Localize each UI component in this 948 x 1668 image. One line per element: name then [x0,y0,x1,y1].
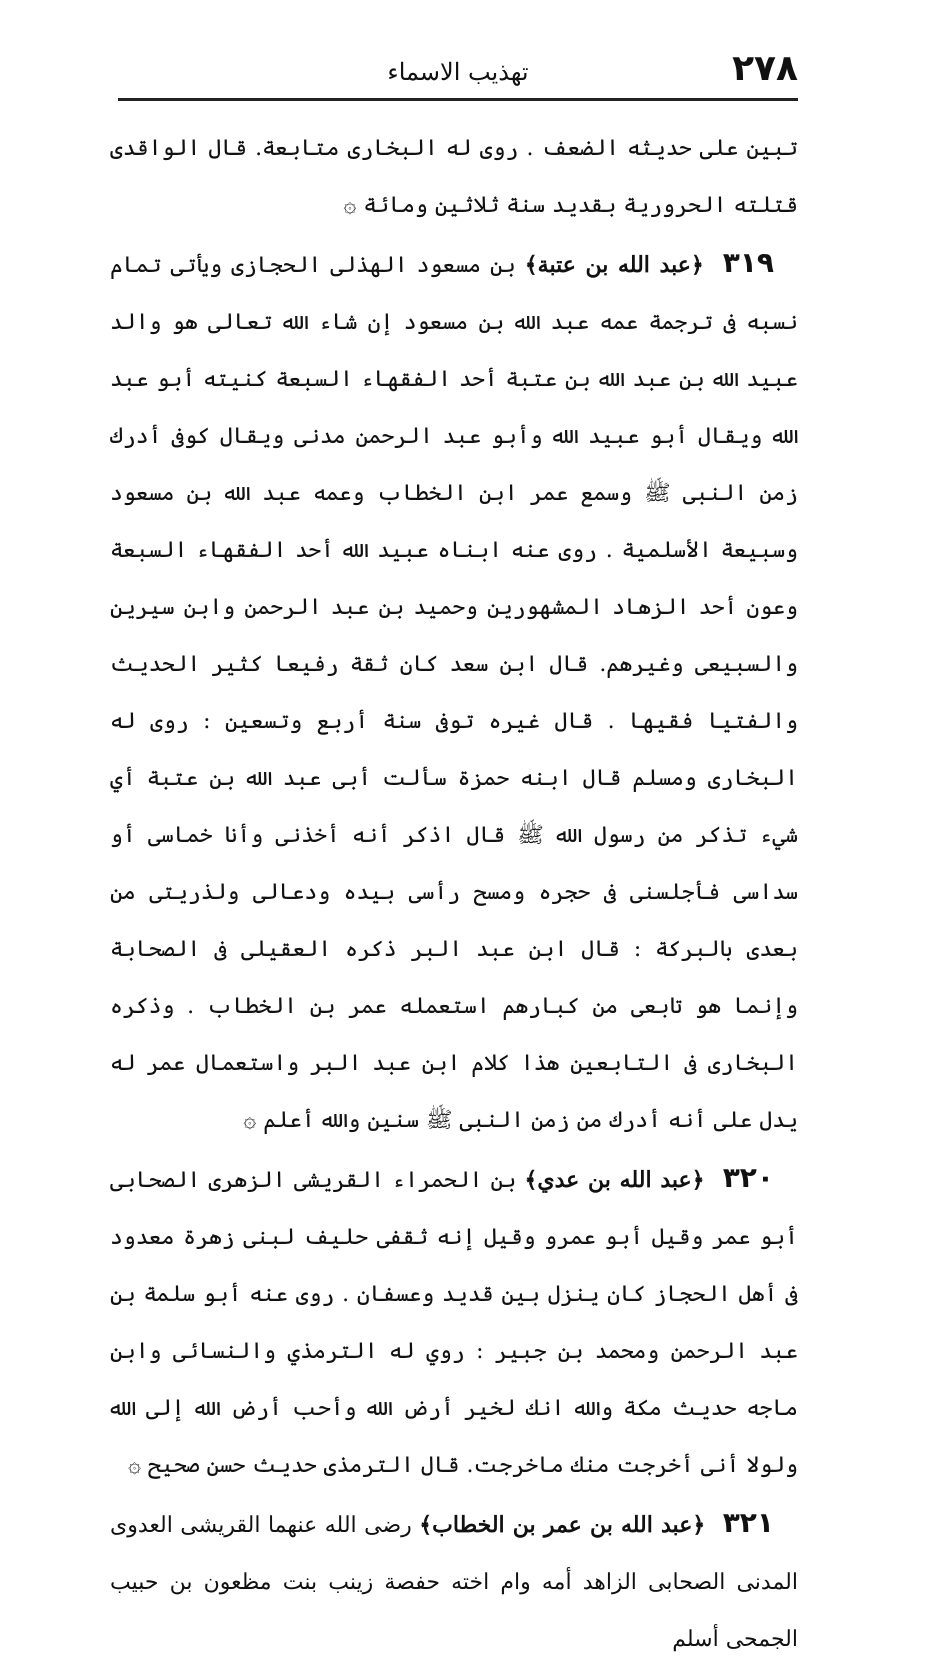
paragraph-text: بن مسعود الهذلى الحجازى ويأتى تمام نسبه فى ترجمة عمه عبد الله بن مسعود إن شاء الله تعالى هو والد عبيد الله بن عبد الله بن عتبة أحد الفقهاء السبعة كنيته أبو عبد الله ويقال أبو عبيد الله وأبو عبد الرحمن مدنى ويقال كوفى أدرك زمن النبى ﷺ وسمع عمر ابن الخطاب وعمه عبد الله بن مسعود وسبيعة الأسلمية . روى عنه ابناه عبيد الله أحد الفقهاء السبعة وعون أحد الزهاد المشهورين وحميد بن عبد الرحمن وابن سيرين والسبيعى وغيرهم. قال ابن سعد كان ثقة رفيعا كثير الحديث والفتيا فقيها . قال غيره توفى سنة أربع وتسعين : روى له البخارى ومسلم قال ابنه حمزة سألت أبى عبد الله بن عتبة أي شيء تذكر من رسول الله ﷺ قال اذكر أنه أخذنى وأنا خماسى أو سداسى فأجلسنى فى حجره ومسح رأسى بيده ودعالى ولذريتى من بعدى بالبركة : قال ابن عبد البر ذكره العقيلى فى الصحابة وإنما هو تابعى من كبارهم استعمله عمر بن الخطاب . وذكره البخارى فى التابعين هذا كلام ابن عبد البر واستعمال عمر له يدل على أنه أدرك من زمن النبى ﷺ سنين والله أعلم ۞ [110,253,798,1133]
paragraph-text: رضى الله عنهما القريشى العدوى المدنى الصحابى الزاهد أمه وام اخته حفصة زينب بنت مظعون بن حبيب الجمحى أسلم [110,1513,798,1652]
entry-name: ﴿عبد الله بن عتبة﴾ [524,252,704,278]
body-text [110,120,798,1668]
page-number: ٢٧٨ [732,48,798,89]
paragraph-text: تبين على حديثه الضعف . روى له البخارى متابعة. قال الواقدى قتلته الحرورية بقديد سنة ثلاثين ومائة ۞ [110,136,798,218]
entry-321 [110,1494,798,1668]
entry-name: ﴿عبد الله بن عدي﴾ [524,1167,705,1193]
page-header [118,50,798,101]
entry-name: ﴿عبد الله بن عمر بن الخطاب﴾ [419,1512,706,1538]
paragraph-continuation [110,120,798,234]
paragraph-text: بن الحمراء القريشى الزهرى الصحابى أبو عمر وقيل أبو عمرو وقيل إنه ثقفى حليف لبنى زهرة معدود فى أهل الحجاز كان ينزل بين قديد وعسفان . روى عنه أبو سلمة بن عبد الرحمن ومحمد بن جبير : روي له الترمذي والنسائى وابن ماجه حديث مكة والله انك لخير أرض الله وأحب أرض الله إلى الله ولولا أنى أخرجت منك ماخرجت. قال الترمذى حديث حسن صحيح ۞ [110,1168,798,1478]
entry-320 [110,1149,798,1494]
entry-number: ٣٢٠ [722,1161,774,1194]
entry-number: ٣١٩ [722,246,775,279]
entry-319 [110,234,798,1149]
running-title: تهذيب الاسماء [387,58,529,86]
entry-number: ٣٢١ [722,1506,774,1539]
